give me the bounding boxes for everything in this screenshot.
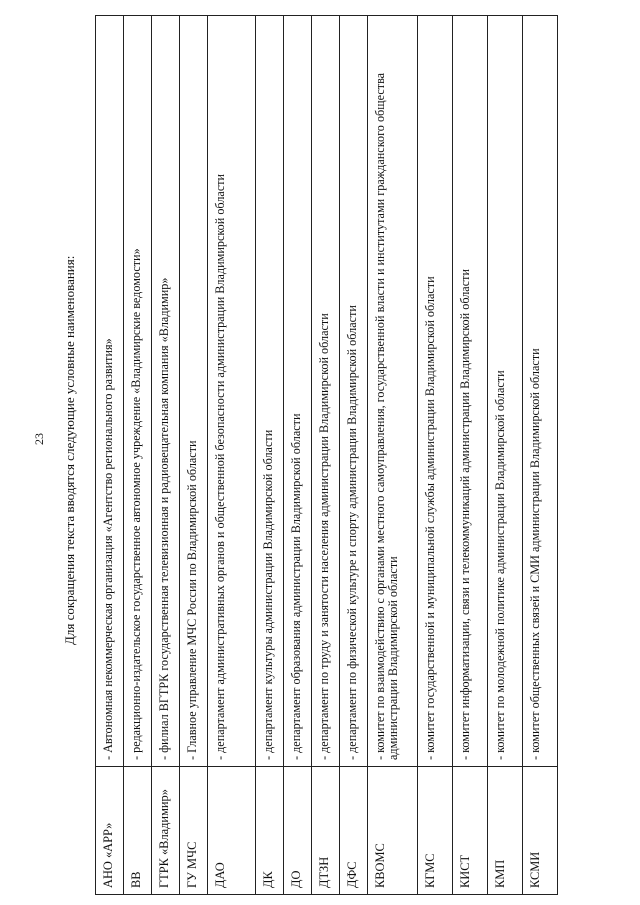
table-row [368,16,418,895]
definition-cell: - департамент культуры администрации Владимирской области [256,16,284,767]
table-row [96,16,124,895]
abbreviation-cell: ВВ [124,767,152,895]
definition-cell: - филиал ВГТРК государственная телевизионная и радиовещательная компания «Владимир» [152,16,180,767]
abbreviation-cell: КИСТ [453,767,488,895]
definition-cell: - комитет государственной и муниципальной службы администрации Владимирской области [418,16,453,767]
intro-text: Для сокращения текста вводятся следующие условные наименования: [62,255,77,645]
abbreviation-cell: КВОМС [368,767,418,895]
abbreviation-cell: ГУ МЧС [180,767,208,895]
table-row [284,16,312,895]
abbreviation-cell: ДАО [208,767,256,895]
table-row [340,16,368,895]
definition-cell: - комитет общественных связей и СМИ администрации Владимирской области [523,16,558,767]
definition-cell: - департамент по физической культуре и спорту администрации Владимирской области [340,16,368,767]
definition-cell: - департамент административных органов и общественной безопасности администрации Владимирской области [208,16,256,767]
definition-cell: - редакционно-издательское государственное автономное учреждение «Владимирские ведомости» [124,16,152,767]
abbreviation-cell: КМП [488,767,523,895]
table-row [152,16,180,895]
table-row [523,16,558,895]
abbreviations-table [95,15,558,895]
abbreviation-cell: АНО «АРР» [96,767,124,895]
abbreviation-cell: ДФС [340,767,368,895]
definition-cell: - департамент образования администрации Владимирской области [284,16,312,767]
table-row [180,16,208,895]
table-row [418,16,453,895]
table-row [312,16,340,895]
definition-cell: - комитет по молодежной политике администрации Владимирской области [488,16,523,767]
table-row [124,16,152,895]
definition-cell: - комитет информатизации, связи и телекоммуникаций администрации Владимирской области [453,16,488,767]
table-row [453,16,488,895]
table-row [256,16,284,895]
abbreviation-cell: ДО [284,767,312,895]
abbreviation-cell: ГТРК «Владимир» [152,767,180,895]
abbreviation-cell: ДК [256,767,284,895]
abbreviation-cell: ДТЗН [312,767,340,895]
definition-cell: - Главное управление МЧС России по Владимирской области [180,16,208,767]
definition-cell: - Автономная некоммерческая организация «Агентство регионального развития» [96,16,124,767]
abbreviation-cell: КГМС [418,767,453,895]
definition-cell: - департамент по труду и занятости населения администрации Владимирской области [312,16,340,767]
table-row [488,16,523,895]
abbreviation-cell: КСМИ [523,767,558,895]
table-row [208,16,256,895]
definition-cell: - комитет по взаимодействию с органами местного самоуправления, государственной власти и институтами гражданского общества администрации Владимирской области [368,16,418,767]
page-number: 23 [32,433,46,445]
